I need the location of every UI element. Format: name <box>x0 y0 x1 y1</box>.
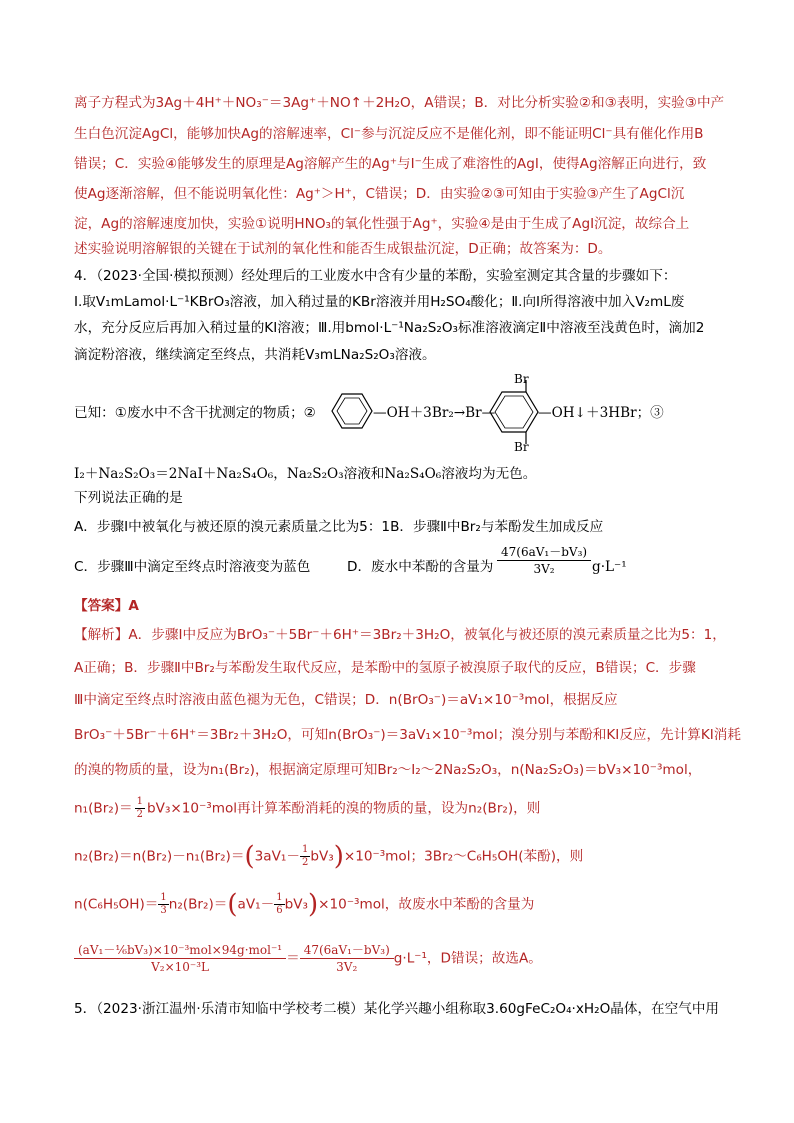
option-c: C．步骤Ⅲ中滴定至终点时溶液变为蓝色 <box>74 559 311 575</box>
step-line: 滴淀粉溶液，继续滴定至终点，共消耗V₃mLNa₂S₂O₃溶液。 <box>74 347 436 363</box>
question-5: 5．（2023·浙江温州·乐清市知临中学校考二模）某化学兴趣小组称取3.60gFeC₂O₄·xH₂O晶体，在空气中用 <box>74 1001 720 1017</box>
analysis-line: $\frac{\text{(aV₁－⅙bV₃)×10⁻³mol×94g·mol⁻¹}}{\text{V₂×10⁻³L}}$ ＝ $\frac{\text{47(6aV₁－bV₃)}}{\text{3V₂}}$ g·L⁻¹，D错误；故选A。 <box>74 942 724 975</box>
answer-label: 【答案】A <box>74 598 139 614</box>
text-line: 淀，Ag的溶解速度加快，实验①说明HNO₃的氧化性强于Ag⁺，实验④是由于生成了AgI沉淀，故综合上 <box>74 216 690 232</box>
br-label-bottom: Br <box>514 440 529 454</box>
text-line: I₂＋Na₂S₂O₃＝2NaI＋Na₂S₄O₆，Na₂S₂O₃溶液和Na₂S₄O₆溶液均为无色。 <box>74 466 537 482</box>
option-d-unit: g·L⁻¹ <box>592 559 627 575</box>
text-line: 使Ag逐渐溶解，但不能说明氧化性：Ag⁺＞H⁺，C错误；D．由实验②③可知由于实验③产生了AgCl沉 <box>74 186 685 202</box>
step-line: Ⅰ.取V₁mLamol·L⁻¹KBrO₃溶液，加入稍过量的KBr溶液并用H₂SO₄酸化；Ⅱ.向Ⅰ所得溶液中加入V₂mL废 <box>74 294 685 310</box>
analysis-line: n₁(Br₂)＝ $\frac{1}{2}$ bV₃×10⁻³mol再计算苯酚消耗的溴的物质的量，设为n₂(Br₂)，则 <box>74 796 541 820</box>
equation-text: —OH↓＋3HBr；③ <box>538 405 664 421</box>
equation-text: —OH＋3Br₂→Br— <box>373 405 496 421</box>
text-line: 错误；C．实验④能够发生的原理是Ag溶解产生的Ag⁺与I⁻生成了难溶性的AgI，使得Ag溶解正向进行，致 <box>74 156 707 172</box>
text-line: 离子方程式为3Ag＋4H⁺＋NO₃⁻＝3Ag⁺＋NO↑＋2H₂O，A错误；B．对比分析实验②和③表明，实验③中产 <box>74 95 725 111</box>
question-4: 4．（2023·全国·模拟预测）经处理后的工业废水中含有少量的苯酚，实验室测定其含量的步骤如下： <box>74 268 677 284</box>
text-line: 述实验说明溶解银的关键在于试剂的氧化性和能否生成银盐沉淀，D正确；故答案为：D。 <box>74 241 612 257</box>
text-line: 生白色沉淀AgCl，能够加快Ag的溶解速率，Cl⁻参与沉淀反应不是催化剂，即不能证明Cl⁻具有催化作用B <box>74 126 704 142</box>
option-ab: A．步骤Ⅰ中被氧化与被还原的溴元素质量之比为5：1B．步骤Ⅱ中Br₂与苯酚发生加成反应 <box>74 519 604 535</box>
analysis-line: A正确；B．步骤Ⅱ中Br₂与苯酚发生取代反应，是苯酚中的氢原子被溴原子取代的反应，B错误；C．步骤 <box>74 660 696 676</box>
br-label-top: Br <box>514 372 529 386</box>
analysis-line: n₂(Br₂)＝n(Br₂)－n₁(Br₂)＝(3aV₁－ $\frac{1}{2}$ bV₃)×10⁻³mol；3Br₂～C₆H₅OH(苯酚)，则 <box>74 841 584 872</box>
analysis-line: n(C₆H₅OH)＝ $\frac{1}{3}$ n₂(Br₂)＝(aV₁－ $\frac{1}{6}$ bV₃)×10⁻³mol，故废水中苯酚的含量为 <box>74 889 535 920</box>
text-line: 下列说法正确的是 <box>74 490 183 506</box>
option-d-fraction: $\frac{\text{47(6aV₁－bV₃)}}{\text{3V₂}}$ <box>497 544 591 577</box>
step-line: 水，充分反应后再加入稍过量的KI溶液；Ⅲ.用bmol·L⁻¹Na₂S₂O₃标准溶液滴定Ⅱ中溶液至浅黄色时，滴加2 <box>74 320 705 336</box>
analysis-line: 的溴的物质的量，设为n₁(Br₂)，根据滴定原理可知Br₂～I₂～2Na₂S₂O₃，n(Na₂S₂O₃)＝bV₃×10⁻³mol， <box>74 762 702 778</box>
analysis-line: Ⅲ中滴定至终点时溶液由蓝色褪为无色，C错误；D．n(BrO₃⁻)＝aV₁×10⁻³mol，根据反应 <box>74 692 618 708</box>
analysis-line: BrO₃⁻＋5Br⁻＋6H⁺＝3Br₂＋3H₂O，可知n(BrO₃⁻)＝3aV₁×10⁻³mol；溴分别与苯酚和KI反应，先计算KI消耗 <box>74 727 741 743</box>
option-d: D．废水中苯酚的含量为 <box>347 559 494 575</box>
known-text: 已知：①废水中不含干扰测定的物质；② <box>74 405 316 421</box>
analysis-line: 【解析】A．步骤Ⅰ中反应为BrO₃⁻＋5Br⁻＋6H⁺＝3Br₂＋3H₂O，被氧化与被还原的溴元素质量之比为5：1， <box>74 627 726 643</box>
